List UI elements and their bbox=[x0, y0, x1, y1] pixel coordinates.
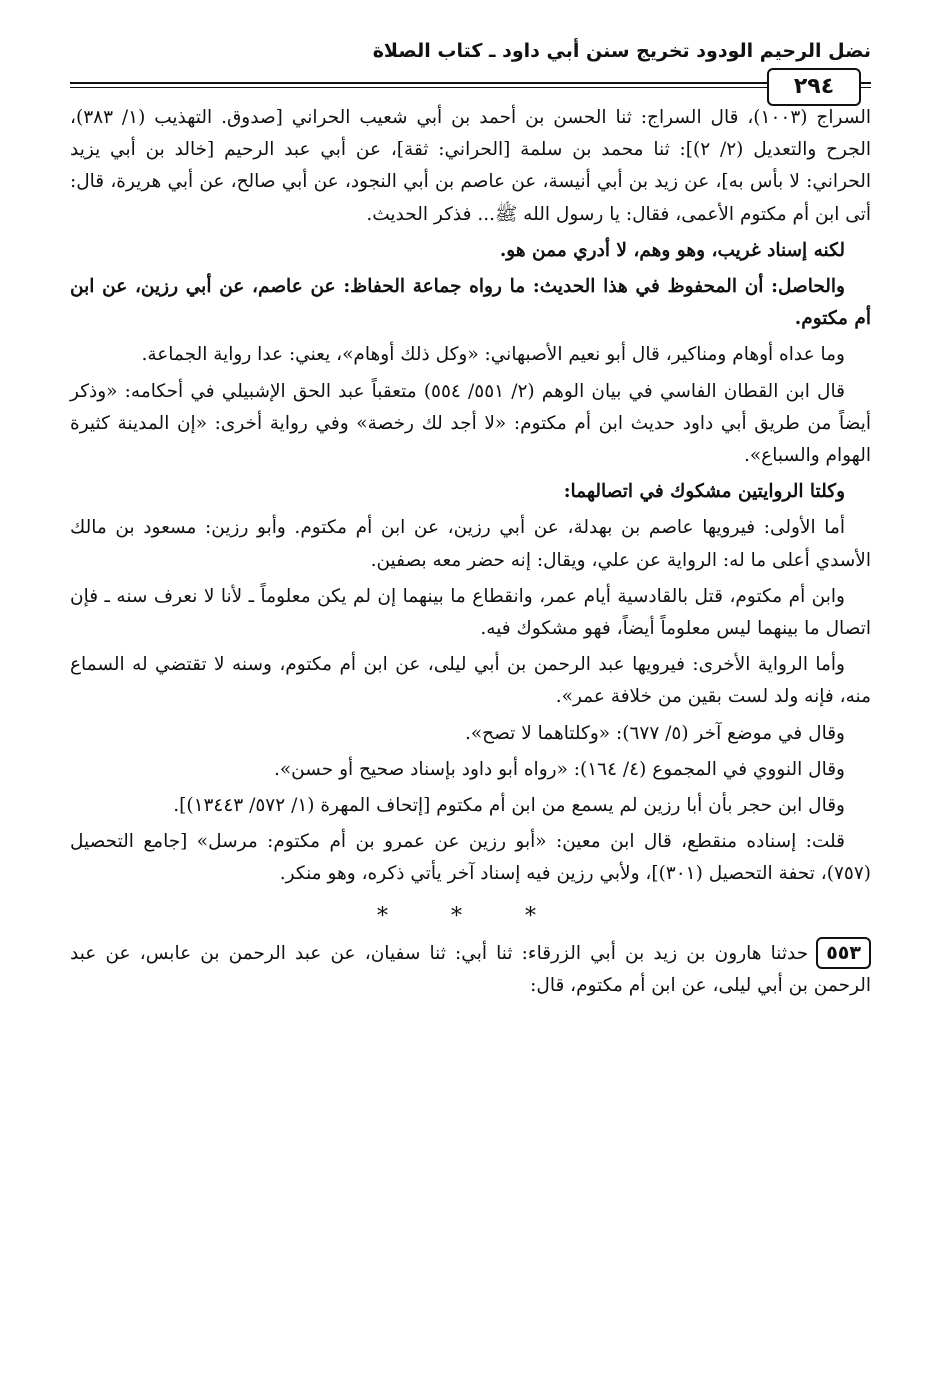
paragraph: لكنه إسناد غريب، وهو وهم، لا أدري ممن هو. bbox=[499, 239, 845, 261]
paragraph: السراج (١٠٠٣)، قال السراج: ثنا الحسن بن أحمد بن أبي شعيب الحراني [صدوق. التهذيب (١/ ٣٨٣)، الجرح والتعديل (٢/ ٢)]: ثنا محمد بن سلمة [الحراني: ثقة]، عن أبي عبد الرحيم [خالد بن أبي يزيد الحراني: لا بأس به]، عن زيد بن أبي أنيسة، عن عاصم بن أبي النجود، عن أبي صالح، عن أبي هريرة، قال: أتى ابن أم مكتوم الأعمى، فقال: يا رسول الله ﷺ... فذكر الحديث. bbox=[70, 107, 871, 225]
body-text bbox=[70, 102, 871, 1002]
header-title: نضل الرحيم الودود تخريج سنن أبي داود ـ كتاب الصلاة bbox=[372, 40, 871, 62]
hadith-number: ٥٥٣ bbox=[816, 937, 871, 969]
section-separator: * * * bbox=[377, 903, 564, 929]
paragraph: وأما الرواية الأخرى: فيرويها عبد الرحمن بن أبي ليلى، عن ابن أم مكتوم، وسنه لا تقتضي له السماع منه، فإنه ولد لست بقين من خلافة عمر». bbox=[70, 654, 871, 708]
header-rule bbox=[70, 82, 871, 84]
paragraph: والحاصل: أن المحفوظ في هذا الحديث: ما رواه جماعة الحفاظ: عن عاصم، عن أبي رزين، عن ابن أم مكتوم. bbox=[70, 276, 871, 330]
paragraph: وقال النووي في المجموع (٤/ ١٦٤): «رواه أبو داود بإسناد صحيح أو حسن». bbox=[273, 758, 845, 780]
paragraph: قال ابن القطان الفاسي في بيان الوهم (٢/ ٥٥١/ ٥٥٤) متعقباً عبد الحق الإشبيلي في أحكامه: «وذكر أيضاً من طريق أبي داود حديث ابن أم مكتوم: «لا أجد لك رخصة» وفي رواية أخرى: «إن المدينة كثيرة الهوام والسباع». bbox=[70, 380, 871, 467]
running-header bbox=[70, 30, 871, 102]
paragraph: وابن أم مكتوم، قتل بالقادسية أيام عمر، وانقطاع ما بينهما إن لم يكن معلوماً ـ لأنا لا نعرف سنه ـ فإن اتصال ما بينهما ليس معلوماً أيضاً، فهو مشكوك فيه. bbox=[70, 585, 871, 640]
header-rule-thin bbox=[70, 87, 871, 88]
paragraph: وقال في موضع آخر (٥/ ٦٧٧): «وكلتاهما لا تصح». bbox=[464, 722, 845, 744]
document-page bbox=[70, 30, 871, 1399]
paragraph: قلت: إسناده منقطع، قال ابن معين: «أبو رزين عن عمرو بن أم مكتوم: مرسل» [جامع التحصيل (٧٥٧)، تحفة التحصيل (٣٠١)]، ولأبي رزين فيه إسناد آخر يأتي ذكره، وهو منكر. bbox=[70, 831, 871, 885]
page-number: ٢٩٤ bbox=[767, 68, 861, 106]
hadith-text: حدثنا هارون بن زيد بن أبي الزرقاء: ثنا أبي: ثنا سفيان، عن عبد الرحمن بن عابس، عن عبد الرحمن بن أبي ليلى، عن ابن أم مكتوم، قال: bbox=[70, 942, 871, 996]
hadith-paragraph bbox=[70, 937, 871, 1002]
paragraph: وقال ابن حجر بأن أبا رزين لم يسمع من ابن أم مكتوم [إتحاف المهرة (١/ ٥٧٢/ ١٣٤٤٣)]. bbox=[173, 795, 845, 817]
paragraph: وكلتا الروايتين مشكوك في اتصالهما: bbox=[563, 481, 845, 503]
paragraph: أما الأولى: فيرويها عاصم بن بهدلة، عن أبي رزين، عن ابن أم مكتوم. وأبو رزين: مسعود بن مالك الأسدي أعلى ما له: الرواية عن علي، ويقال: إنه حضر معه بصفين. bbox=[70, 517, 871, 571]
paragraph: وما عداه أوهام ومناكير، قال أبو نعيم الأصبهاني: «وكل ذلك أوهام»، يعني: عدا رواية الجماعة. bbox=[141, 344, 845, 366]
